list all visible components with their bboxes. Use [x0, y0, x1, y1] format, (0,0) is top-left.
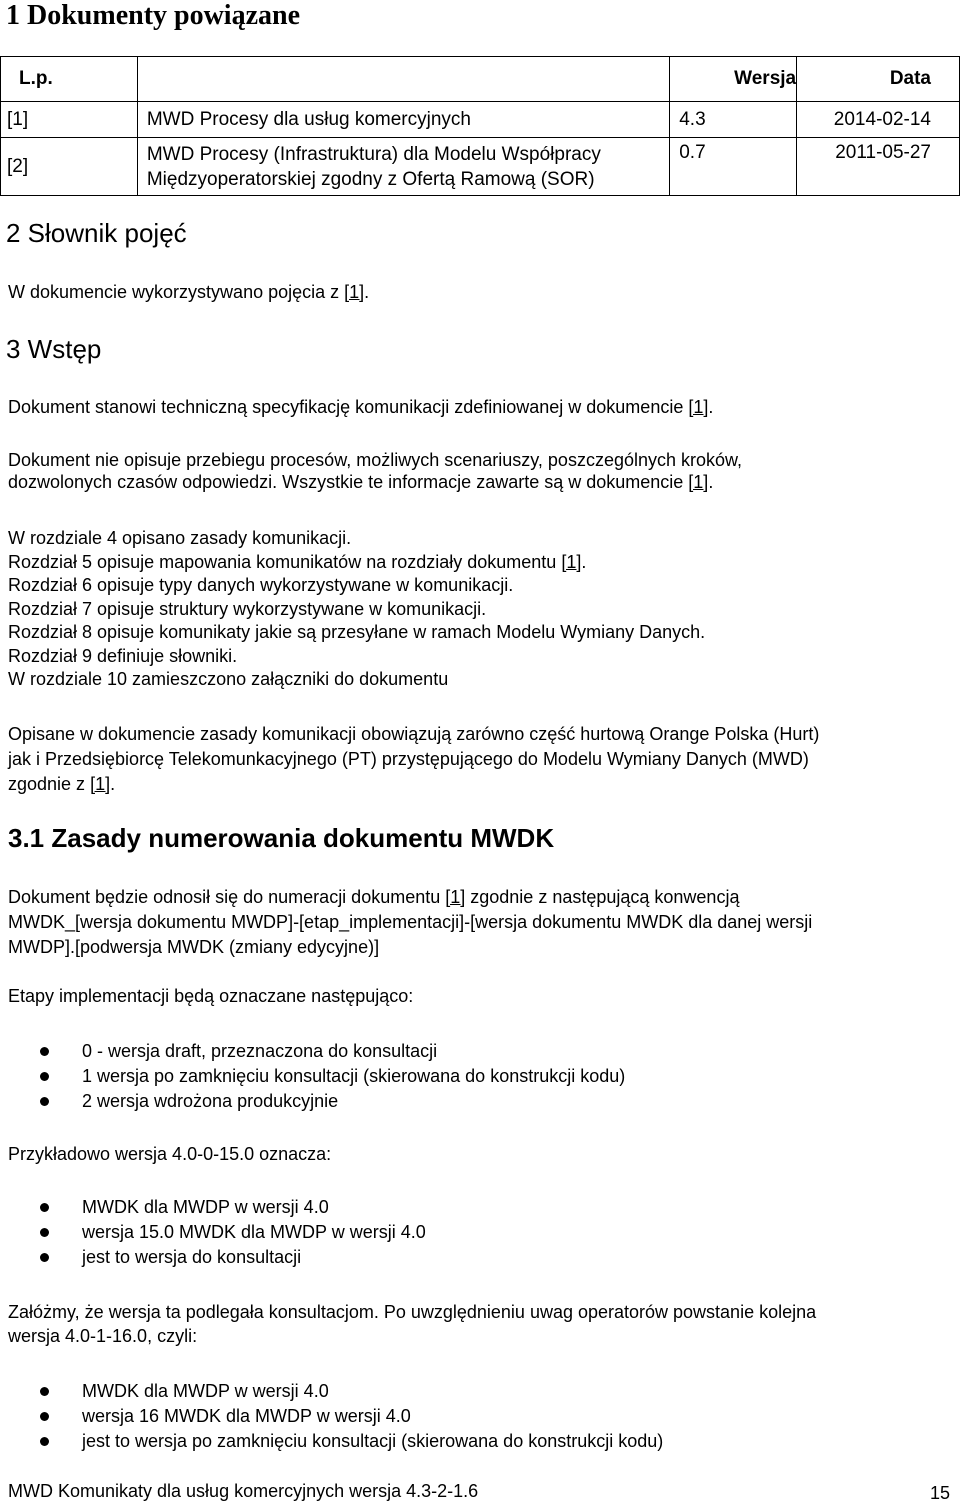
reference-link[interactable]: [1]: [344, 282, 365, 302]
row-doc-name: MWD Procesy dla usług komercyjnych: [137, 102, 669, 138]
list-item: 1 wersja po zamknięciu konsultacji (skierowana do konstrukcji kodu): [82, 1066, 626, 1086]
example-intro: Przykładowo wersja 4.0-0-15.0 oznacza:: [8, 1144, 332, 1164]
header-lp: L.p.: [1, 57, 138, 102]
table-header-row: [1, 57, 960, 102]
header-version: Wersja: [670, 57, 797, 102]
row-date: 2014-02-14: [797, 102, 960, 138]
bullet-icon: [40, 1387, 49, 1396]
row-date: 2011-05-27: [797, 138, 960, 196]
list-item: wersja 15.0 MWDK dla MWDP w wersji 4.0: [82, 1222, 426, 1242]
list-item: 0 - wersja draft, przeznaczona do konsultacji: [82, 1041, 438, 1061]
section-2-heading: 2 Słownik pojęć: [6, 218, 187, 248]
bullet-icon: [40, 1412, 49, 1421]
reference-link[interactable]: [1]: [90, 774, 111, 794]
bullet-icon: [40, 1097, 49, 1106]
bullet-icon: [40, 1253, 49, 1262]
table-row: [1, 102, 960, 138]
header-name: [137, 57, 669, 102]
intro-paragraph-2: Dokument nie opisuje przebiegu procesów, możliwych scenariuszy, poszczególnych kroków, dozwolonych czasów odpowiedzi. Wszystkie te informacje zawarte są w dokumencie [1].: [8, 450, 743, 492]
row-version: 0.7: [670, 138, 797, 196]
reference-link[interactable]: [1]: [688, 397, 709, 417]
reference-link[interactable]: [1]: [561, 551, 582, 572]
numbering-convention-paragraph: Dokument będzie odnosił się do numeracji dokumentu [1] zgodnie z następującą konwencją MWDK_[wersja dokumentu MWDP]-[etap_implementacji]-[wersja dokumentu MWDK dla danej wersji MWDP].[podwersja MWDK (zmiany edycyjne)]: [8, 887, 813, 957]
header-date: Data: [797, 57, 960, 102]
page-number: 15: [930, 1483, 951, 1503]
bullet-icon: [40, 1437, 49, 1446]
row-lp: [2]: [1, 138, 138, 196]
list-item: MWDK dla MWDP w wersji 4.0: [82, 1197, 329, 1217]
reference-link[interactable]: [1]: [445, 887, 466, 907]
list-item: 2 wersja wdrożona produkcyjnie: [82, 1091, 339, 1111]
row-version: 4.3: [670, 102, 797, 138]
bullet-icon: [40, 1072, 49, 1081]
table-row: [1, 138, 960, 196]
section-3-1-heading: 3.1 Zasady numerowania dokumentu MWDK: [8, 823, 555, 853]
row-doc-name: MWD Procesy (Infrastruktura) dla Modelu Współpracy Międzyoperatorskiej zgodny z Ofertą Ramową (SOR): [137, 138, 669, 196]
implementation-stages-intro: Etapy implementacji będą oznaczane następująco:: [8, 986, 414, 1006]
consultation-paragraph: Załóżmy, że wersja ta podlegała konsultacjom. Po uwzględnieniu uwag operatorów powstanie kolejna wersja 4.0-1-16.0, czyli:: [8, 1302, 817, 1346]
intro-paragraph-4: Opisane w dokumencie zasady komunikacji obowiązują zarówno część hurtową Orange Polska (Hurt) jak i Przedsiębiorcę Telekomunkacyjnego (PT) przystępującego do Modelu Wymiany Danych (MWD) zgodnie z [1].: [8, 724, 820, 794]
intro-paragraph-1: Dokument stanowi techniczną specyfikację komunikacji zdefiniowanej w dokumencie [1].: [8, 397, 714, 417]
section-2-paragraph: W dokumencie wykorzystywano pojęcia z [1].: [8, 282, 370, 302]
page-footer: MWD Komunikaty dla usług komercyjnych wersja 4.3-2-1.6: [8, 1481, 479, 1501]
bullet-icon: [40, 1203, 49, 1212]
related-documents-table: [0, 56, 960, 196]
section-3-heading: 3 Wstęp: [6, 334, 102, 364]
bullet-icon: [40, 1228, 49, 1237]
list-item: jest to wersja po zamknięciu konsultacji (skierowana do konstrukcji kodu): [82, 1431, 664, 1451]
reference-link[interactable]: [1]: [688, 472, 709, 492]
bullet-icon: [40, 1047, 49, 1056]
list-item: jest to wersja do konsultacji: [82, 1247, 302, 1267]
chapter-overview: W rozdziale 4 opisano zasady komunikacji. Rozdział 5 opisuje mapowania komunikatów na rozdziały dokumentu [1]. Rozdział 6 opisuje typy danych wykorzystywane w komunikacji. Rozdział 7 opisuje struktury wykorzystywane w komunikacji. Rozdział 8 opisuje komunikaty jakie są przesyłane w ramach Modelu Wymiany Danych. Rozdział 9 definiuje słowniki. W rozdziale 10 zamieszczono załączniki do dokumentu: [8, 528, 706, 689]
list-item: MWDK dla MWDP w wersji 4.0: [82, 1381, 329, 1401]
section-1-heading: 1 Dokumenty powiązane: [6, 0, 301, 31]
list-item: wersja 16 MWDK dla MWDP w wersji 4.0: [82, 1406, 411, 1426]
row-lp: [1]: [1, 102, 138, 138]
